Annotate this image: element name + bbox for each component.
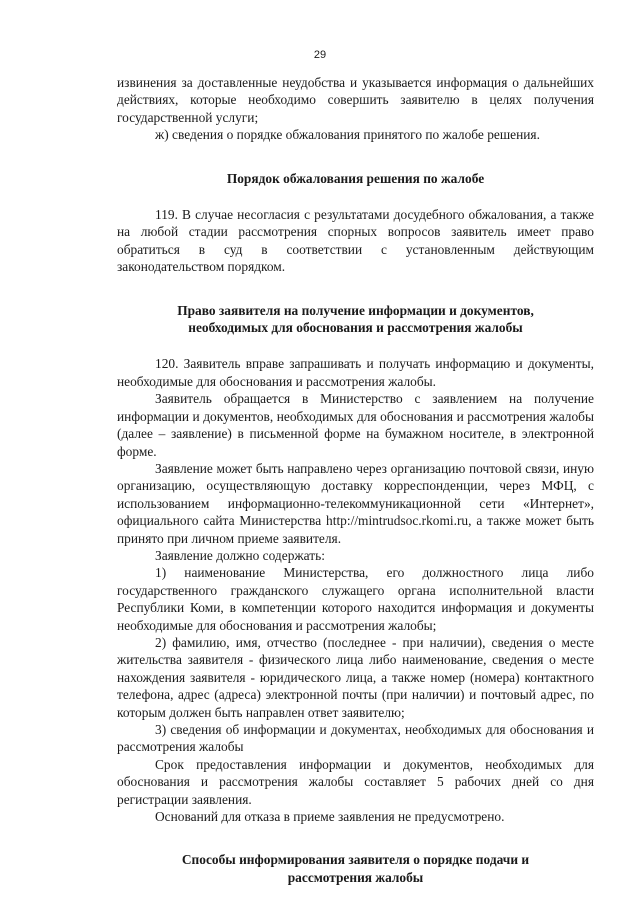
list-item-1: 1) наименование Министерства, его должностного лица либо государственного гражданского служащего органа исполнительной власти Республики Коми, в компетенции которого находится информация и документы необходимые для обоснования и рассмотрения жалобы; — [117, 565, 594, 633]
paragraph-application: Заявитель обращается в Министерство с заявлением на получение информации и документов, необходимых для обоснования и рассмотрения жалобы (далее – заявление) в письменной форме на бумажном носителе, в электронной форме. — [117, 391, 594, 459]
page-number: 29 — [313, 49, 327, 61]
heading-appeal-procedure: Порядок обжалования решения по жалобе — [226, 170, 485, 186]
heading-informing-methods-line1: Способы информирования заявителя о порядке подачи и — [181, 852, 530, 868]
paragraph-sending: Заявление может быть направлено через организацию почтовой связи, иную организацию, осуществляющую доставку корреспонденции, через МФЦ, с использованием информационно-телекоммуникационной сети «Интернет», официального сайта Министерства http://mintrudsoc.rkomi.ru, а также может быть принято при личном приеме заявителя. — [117, 460, 594, 546]
paragraph-term: Срок предоставления информации и документов, необходимых для обоснования и рассмотрения жалобы составляет 5 рабочих дней со дня регистрации заявления. — [117, 756, 594, 807]
paragraph-contents-intro: Заявление должно содержать: — [155, 547, 325, 563]
paragraph-continuation: извинения за доставленные неудобства и указывается информация о дальнейших действиях, которые необходимо совершить заявителю в целях получения государственной услуги; — [117, 75, 594, 125]
paragraph-refusal: Оснований для отказа в приеме заявления не предусмотрено. — [155, 809, 505, 825]
paragraph-119: 119. В случае несогласия с результатами досудебного обжалования, а также на любой стадии рассмотрения спорных вопросов заявитель имеет право обратиться в суд в соответствии с установленным действующим законодательством порядком. — [117, 207, 594, 275]
paragraph-item-zh: ж) сведения о порядке обжалования принятого по жалобе решения. — [155, 127, 540, 143]
list-item-2: 2) фамилию, имя, отчество (последнее - при наличии), сведения о месте жительства заявителя - физического лица либо наименование, сведения о месте нахождения заявителя - юридического лица, а также номер (номера) контактного телефона, адрес (адреса) электронной почты (при наличии) и почтовый адрес, по которым должен быть направлен ответ заявителю; — [117, 634, 594, 720]
paragraph-120: 120. Заявитель вправе запрашивать и получать информацию и документы, необходимые для обоснования и рассмотрения жалобы. — [117, 356, 594, 389]
page-content — [117, 74, 594, 886]
list-item-3: 3) сведения об информации и документах, необходимых для обоснования и рассмотрения жалобы — [117, 722, 594, 755]
heading-informing-methods-line2: рассмотрения жалобы — [287, 869, 424, 885]
heading-right-to-information-line2: необходимых для обоснования и рассмотрения жалобы — [188, 320, 523, 336]
heading-right-to-information-line1: Право заявителя на получение информации и документов, — [177, 302, 534, 318]
